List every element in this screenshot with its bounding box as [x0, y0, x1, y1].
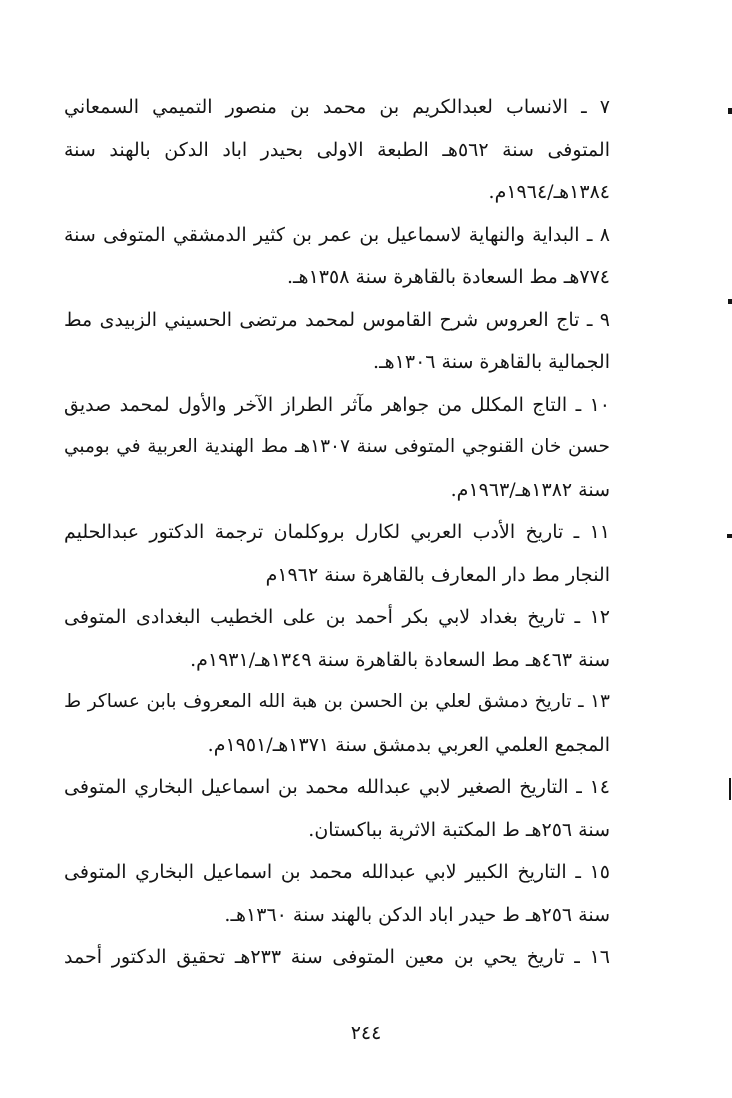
text-line: ٨ ـ البداية والنهاية لاسماعيل بن عمر بن كثير الدمشقي المتوفى سنة: [64, 223, 610, 246]
text-line: المجمع العلمي العربي بدمشق سنة ١٣٧١هـ/١٩٥١م.: [207, 733, 610, 756]
text-line: ١٠ ـ التاج المكلل من جواهر مآثر الطراز الآخر والأول لمحمد صديق: [64, 393, 610, 416]
text-line: سنة ٢٥٦هـ ط حيدر اباد الدكن بالهند سنة ١٣٦٠هـ.: [224, 903, 610, 926]
text-line: ١٥ ـ التاريخ الكبير لابي عبدالله محمد بن اسماعيل البخاري المتوفى: [64, 861, 610, 883]
text-line: سنة ٤٦٣هـ مط السعادة بالقاهرة سنة ١٣٤٩هـ/١٩٣١م.: [190, 648, 610, 671]
edge-mark: [728, 108, 732, 114]
text-line: ١٣ ـ تاريخ دمشق لعلي بن الحسن بن هبة الله المعروف بابن عساكر ط: [64, 691, 610, 712]
text-line: ٩ ـ تاج العروس شرح القاموس لمحمد مرتضى الحسيني الزبيدى مط: [64, 308, 610, 331]
text-line: ١٤ ـ التاريخ الصغير لابي عبدالله محمد بن اسماعيل البخاري المتوفى: [64, 776, 610, 798]
text-line: ١٦ ـ تاريخ يحي بن معين المتوفى سنة ٢٣٣هـ تحقيق الدكتور أحمد: [64, 946, 610, 968]
text-line: الجمالية بالقاهرة سنة ١٣٠٦هـ.: [373, 351, 610, 373]
text-line: النجار مط دار المعارف بالقاهرة سنة ١٩٦٢م: [265, 563, 610, 586]
text-line: سنة ٢٥٦هـ ط المكتبة الاثرية بباكستان.: [308, 818, 610, 841]
text-line: ١٣٨٤هـ/١٩٦٤م.: [488, 181, 610, 203]
edge-mark: [728, 299, 732, 304]
text-line: المتوفى سنة ٥٦٢هـ الطبعة الاولى بحيدر اباد الدكن بالهند سنة: [64, 138, 610, 161]
text-line: حسن خان القنوجي المتوفى سنة ١٣٠٧هـ مط الهندية العربية في بومبي: [64, 436, 610, 457]
text-line: سنة ١٣٨٢هـ/١٩٦٣م.: [450, 478, 610, 501]
text-line: ١١ ـ تاريخ الأدب العربي لكارل بروكلمان ترجمة الدكتور عبدالحليم: [64, 521, 610, 543]
edge-mark: [727, 534, 732, 538]
text-line: ١٢ ـ تاريخ بغداد لابي بكر أحمد بن على الخطيب البغدادى المتوفى: [64, 606, 610, 628]
page-number: ٢٤٤: [350, 1022, 382, 1044]
bibliography-text: [64, 86, 610, 979]
text-line: ٧ ـ الانساب لعبدالكريم بن محمد بن منصور التميمي السمعاني: [64, 96, 610, 118]
edge-mark: [729, 778, 731, 800]
text-line: ٧٧٤هـ مط السعادة بالقاهرة سنة ١٣٥٨هـ.: [286, 266, 610, 288]
